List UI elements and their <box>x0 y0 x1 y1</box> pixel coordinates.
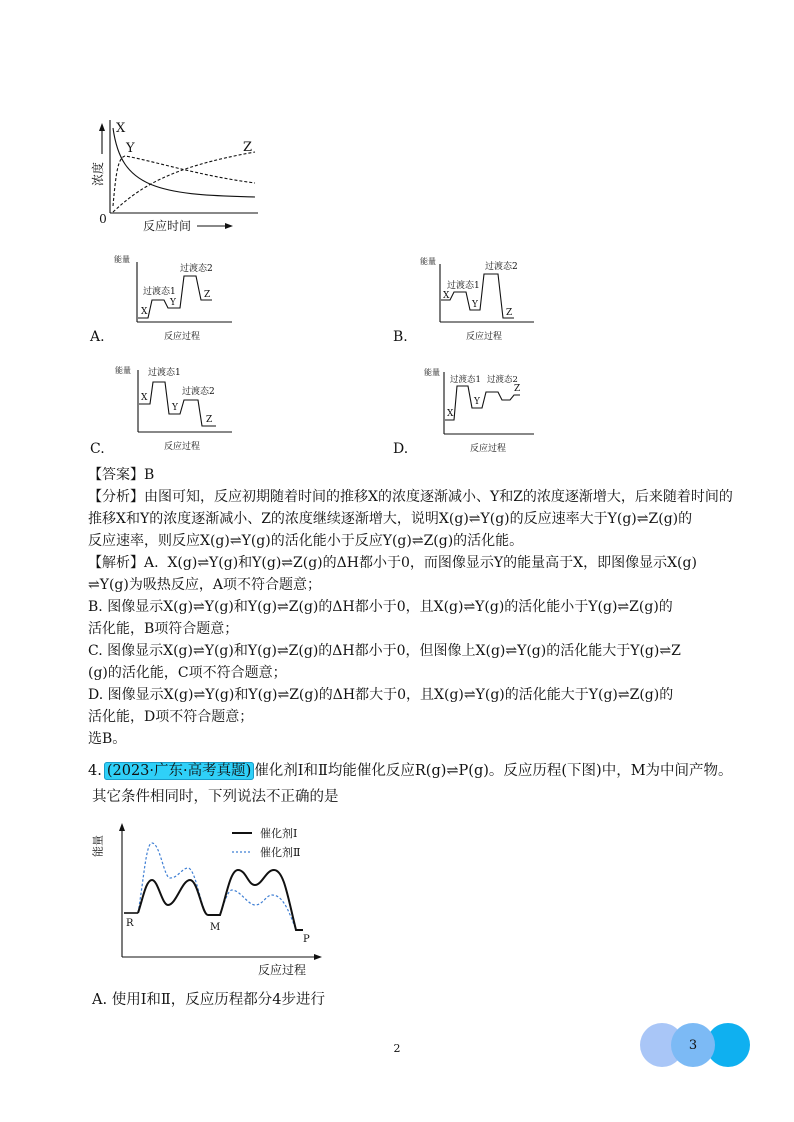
x-axis-label: 反应时间 <box>143 219 192 233</box>
y-axis-label: 能量 <box>115 366 131 375</box>
page-badge <box>630 1018 760 1074</box>
analysis-line: 推移X和Y的浓度逐渐减小、Z的浓度继续逐渐增大，说明X(g)⇌Y(g)的反应速率大于Y(g)⇌Z(g)的 <box>88 511 693 527</box>
y-axis-label: 浓度 <box>91 161 105 187</box>
question-4-option-a: A. 使用Ⅰ和Ⅱ，反应历程都分4步进行 <box>92 992 325 1008</box>
transition-state-1-label: 过渡态1 <box>447 281 480 291</box>
explanation-line: 活化能，D项不符合题意； <box>88 709 254 725</box>
species-y-label: Y <box>474 397 480 407</box>
product-p-label: P <box>303 934 310 945</box>
curve-x <box>113 128 255 197</box>
explanation-line: B. 图像显示X(g)⇌Y(g)和Y(g)⇌Z(g)的ΔH都小于0，且X(g)⇌Y(g)的活化能小于Y(g)⇌Z(g)的 <box>88 599 673 615</box>
species-z-label: Z <box>206 415 213 425</box>
y-axis-arrowhead <box>119 823 125 831</box>
option-c-energy-diagram <box>112 362 237 454</box>
y-axis-label: 能量 <box>420 257 436 266</box>
curve-y-label: Y <box>126 141 135 156</box>
species-x-label: X <box>443 291 450 301</box>
option-a-energy-diagram <box>112 252 237 344</box>
species-z-label: Z <box>204 290 211 300</box>
explanation-line: 【解析】A. X(g)⇌Y(g)和Y(g)⇌Z(g)的ΔH都小于0，而图像显示Y的能量高于X，即图像显示X(g) <box>88 555 697 571</box>
curve-x-label: X <box>116 121 126 136</box>
x-axis-label: 反应过程 <box>465 332 503 342</box>
transition-state-2-label: 过渡态2 <box>487 375 518 385</box>
x-axis-label: 反应过程 <box>469 444 507 454</box>
legend-catalyst-1-label: 催化剂Ⅰ <box>260 827 298 840</box>
x-axis-label: 反应过程 <box>163 332 201 342</box>
energy-profile <box>445 386 520 420</box>
badge-number: 3 <box>688 1038 698 1053</box>
page-number: 2 <box>393 1042 401 1055</box>
curve-z-label: Z <box>243 140 253 155</box>
energy-profile <box>138 276 212 318</box>
option-b-letter: B. <box>393 329 408 345</box>
answer-line: 【答案】B <box>88 467 155 483</box>
explanation-line: 活化能，B项符合题意； <box>88 621 239 637</box>
question-source-badge: (2023·广东·高考真题) <box>104 762 254 780</box>
catalyst-energy-diagram <box>88 818 328 980</box>
x-axis-label-arrowhead <box>225 223 233 229</box>
origin-label: 0 <box>99 212 107 226</box>
transition-state-1-label: 过渡态1 <box>450 375 481 385</box>
explanation-line: 选B。 <box>88 731 127 747</box>
option-d-energy-diagram <box>414 362 539 454</box>
x-axis-arrowhead <box>314 954 322 960</box>
transition-state-2-label: 过渡态2 <box>180 264 213 274</box>
catalyst-1-profile <box>138 870 303 930</box>
analysis-line: 【分析】由图可知，反应初期随着时间的推移X的浓度逐渐减小、Y和Z的浓度逐渐增大，后来随着时间的 <box>88 489 733 505</box>
concentration-time-graph <box>85 112 265 234</box>
question-4-stem-line-2: 其它条件相同时，下列说法不正确的是 <box>92 789 339 805</box>
y-axis-label: 能量 <box>114 255 130 264</box>
question-number: 4. <box>88 763 102 779</box>
option-d-letter: D. <box>393 441 409 457</box>
option-c-letter: C. <box>90 441 105 457</box>
explanation-line: C. 图像显示X(g)⇌Y(g)和Y(g)⇌Z(g)的ΔH都小于0，但图像上X(g)⇌Y(g)的活化能大于Y(g)⇌Z <box>88 643 681 659</box>
species-z-label: Z <box>514 384 521 394</box>
species-y-label: Y <box>172 403 178 413</box>
y-axis-label: 能量 <box>424 368 440 377</box>
option-a-letter: A. <box>90 329 105 345</box>
species-y-label: Y <box>170 298 176 308</box>
option-b-energy-diagram <box>414 252 539 344</box>
answer-explanation <box>88 464 733 750</box>
species-x-label: X <box>447 409 454 419</box>
species-x-label: X <box>141 307 148 317</box>
intermediate-m-label: M <box>210 922 221 933</box>
species-y-label: Y <box>472 300 478 310</box>
question-stem-text: 催化剂Ⅰ和Ⅱ均能催化反应R(g)⇌P(g)。反应历程(下图)中，M为中间产物。 <box>254 763 733 779</box>
transition-state-2-label: 过渡态2 <box>182 387 215 397</box>
transition-state-1-label: 过渡态1 <box>143 287 176 297</box>
explanation-line: ⇌Y(g)为吸热反应，A项不符合题意； <box>88 577 321 593</box>
question-4 <box>88 758 733 810</box>
curve-z <box>113 152 255 212</box>
y-axis-label: 能量 <box>91 835 105 857</box>
transition-state-2-label: 过渡态2 <box>485 262 518 272</box>
species-x-label: X <box>141 393 148 403</box>
analysis-line: 反应速率，则反应X(g)⇌Y(g)的活化能小于反应Y(g)⇌Z(g)的活化能。 <box>88 533 524 549</box>
explanation-line: D. 图像显示X(g)⇌Y(g)和Y(g)⇌Z(g)的ΔH都大于0，且X(g)⇌Y(g)的活化能大于Y(g)⇌Z(g)的 <box>88 687 674 703</box>
legend-catalyst-2-label: 催化剂Ⅱ <box>260 846 301 859</box>
species-z-label: Z <box>506 308 513 318</box>
x-axis-label: 反应过程 <box>163 442 201 452</box>
reactant-r-label: R <box>126 918 134 929</box>
y-axis-arrowhead <box>99 123 105 131</box>
x-axis-label: 反应过程 <box>258 963 307 977</box>
curve-y <box>113 156 255 206</box>
transition-state-1-label: 过渡态1 <box>148 368 181 378</box>
explanation-line: (g)的活化能，C项不符合题意； <box>88 665 287 681</box>
question-4-stem-line-1 <box>88 758 733 784</box>
